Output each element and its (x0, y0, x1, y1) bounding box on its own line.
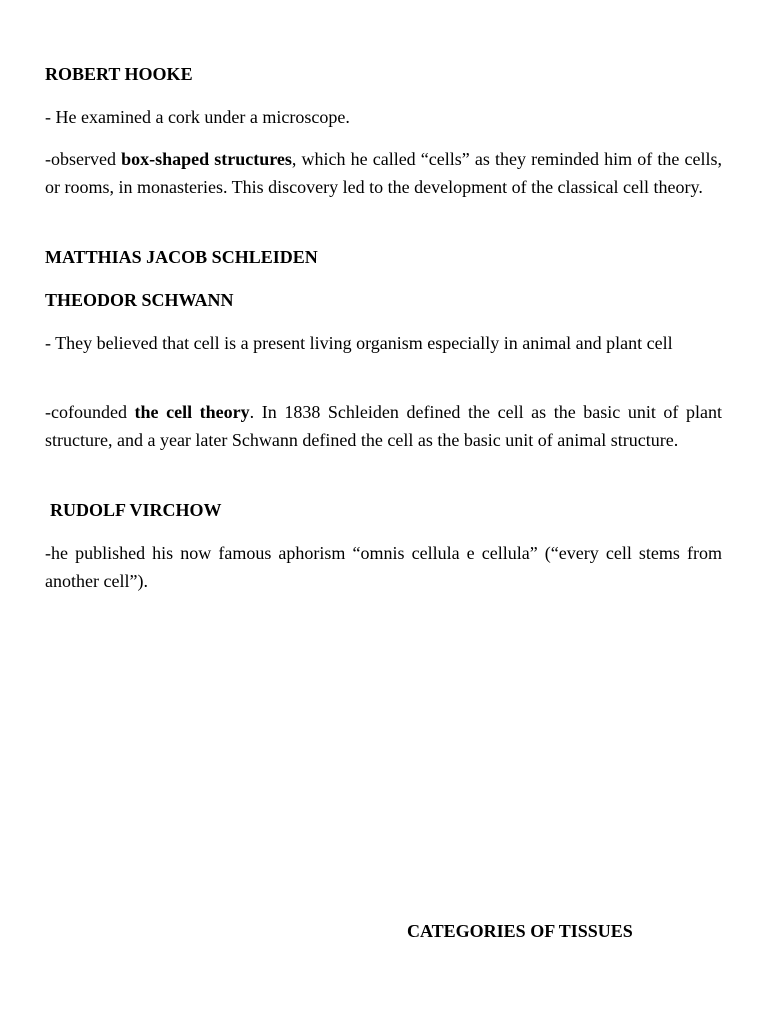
heading-matthias-jacob-schleiden: MATTHIAS JACOB SCHLEIDEN (45, 247, 318, 267)
hooke-point-cork: - He examined a cork under a microscope. (45, 107, 350, 127)
schwann-point-bold: the cell theory (134, 402, 250, 422)
hooke-point-cells-bold: box-shaped structures (121, 149, 292, 169)
hooke-point-cells-prefix: -observed (45, 149, 122, 169)
hooke-point-cells-rest: , which he called “cells” as they reminded him of the cells, or rooms, in monasteries. This discovery led to the development of the classical cell theory. (45, 149, 722, 197)
heading-rudolf-virchow: RUDOLF VIRCHOW (50, 500, 222, 520)
schwann-point-cell-theory (45, 399, 722, 454)
heading-theodor-schwann: THEODOR SCHWANN (45, 290, 234, 310)
heading-robert-hooke: ROBERT HOOKE (45, 64, 193, 84)
schwann-point-prefix: -cofounded (45, 402, 135, 422)
schwann-point-rest: . In 1838 Schleiden defined the cell as the basic unit of plant structure, and a year later Schwann defined the cell as the basic unit of animal structure. (45, 402, 722, 450)
hooke-point-cells (45, 146, 722, 201)
schwann-point-belief: - They believed that cell is a present living organism especially in animal and plant cell (45, 333, 673, 353)
virchow-point-aphorism: -he published his now famous aphorism “omnis cellula e cellula” (“every cell stems from another cell”). (45, 543, 722, 591)
heading-categories-of-tissues: CATEGORIES OF TISSUES (407, 921, 633, 941)
